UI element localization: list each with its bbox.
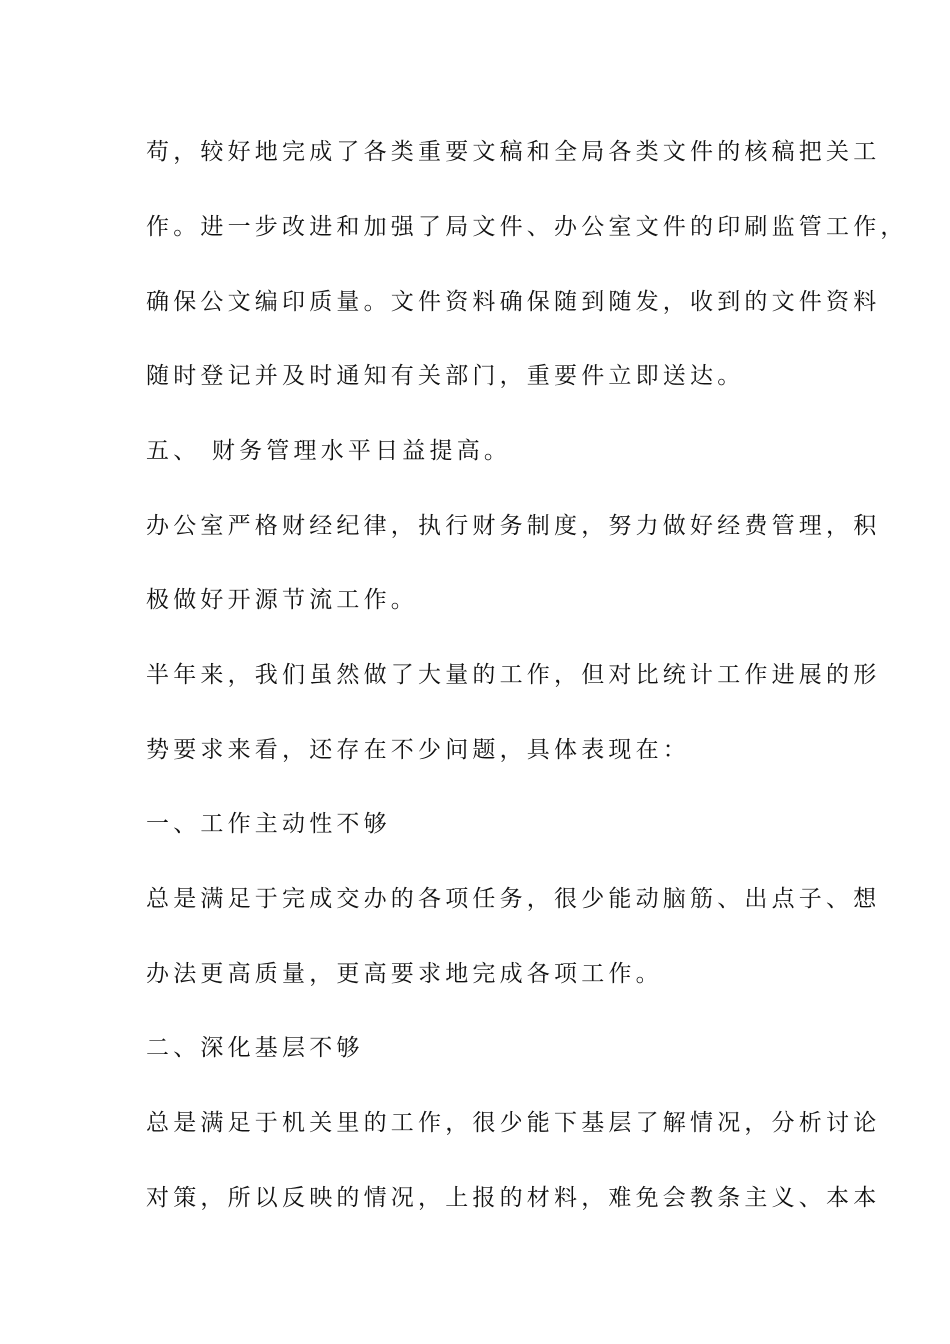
body-text-line: 苟，较好地完成了各类重要文稿和全局各类文件的核稿把关工 <box>146 139 881 165</box>
body-text-line: 随时登记并及时通知有关部门，重要件立即送达。 <box>146 363 745 389</box>
body-text-line: 总是满足于完成交办的各项任务，很少能动脑筋、出点子、想 <box>146 886 881 912</box>
body-text-line: 作。进一步改进和加强了局文件、办公室文件的印刷监管工作， <box>146 214 908 240</box>
section-heading-five: 五、 财务管理水平日益提高。 <box>146 438 512 464</box>
body-text-line: 办法更高质量，更高要求地完成各项工作。 <box>146 961 663 987</box>
issue-heading-two: 二、深化基层不够 <box>146 1035 364 1061</box>
body-text-line: 势要求来看，还存在不少问题，具体表现在： <box>146 737 690 763</box>
body-text-line: 总是满足于机关里的工作，很少能下基层了解情况，分析讨论 <box>146 1110 881 1136</box>
body-text-line: 半年来，我们虽然做了大量的工作，但对比统计工作进展的形 <box>146 662 881 688</box>
body-text-line: 办公室严格财经纪律，执行财务制度，努力做好经费管理，积 <box>146 513 881 539</box>
body-text-line: 确保公文编印质量。文件资料确保随到随发，收到的文件资料 <box>146 289 881 315</box>
issue-heading-one: 一、工作主动性不够 <box>146 811 391 837</box>
body-text-line: 对策，所以反映的情况，上报的材料，难免会教条主义、本本 <box>146 1185 881 1211</box>
body-text-line: 极做好开源节流工作。 <box>146 587 418 613</box>
